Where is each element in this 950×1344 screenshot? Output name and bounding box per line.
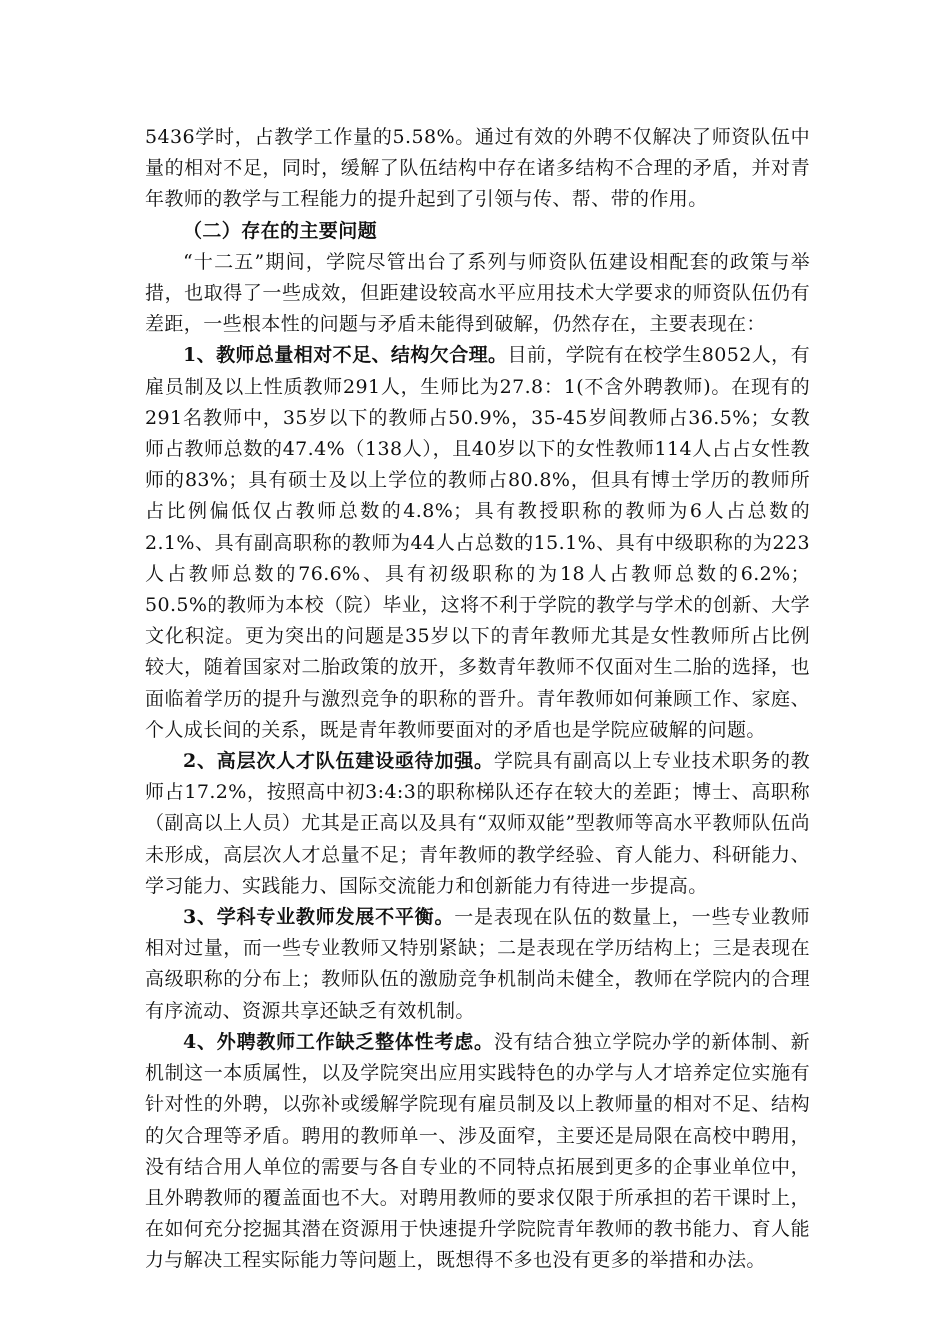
- overview-paragraph: “十二五”期间，学院尽管出台了系列与师资队伍建设相配套的政策与举措，也取得了一些成效，但距建设较高水平应用技术大学要求的师资队伍仍有差距，一些根本性的问题与矛盾未能得到破解，仍然存在，主要表现在：: [145, 250, 810, 336]
- issue-paragraph-2: [145, 746, 810, 902]
- issue-lead-2: 2、高层次人才队伍建设亟待加强。: [183, 750, 494, 773]
- issue-lead-1: 1、教师总量相对不足、结构欠合理。: [183, 344, 508, 367]
- document-page: [145, 122, 810, 1277]
- section-heading: （二）存在的主要问题: [183, 219, 378, 242]
- issue-paragraph-3: [145, 902, 810, 1027]
- issue-body-1: 目前，学院有在校学生8052人，有雇员制及以上性质教师291人，生师比为27.8：1(不含外聘教师)。在现有的291名教师中，35岁以下的教师占50.9%，35-45岁间教师占36.5%；女教师占教师总数的47.4%（138人），且40岁以下的女性教师114人占占女性教师的83%；具有硕士及以上学位的教师占80.8%，但具有博士学历的教师所占比例偏低仅占教师总数的4.8%；具有教授职称的教师为6人占总数的2.1%、具有副高职称的教师为44人占总数的15.1%、具有中级职称的为223人占教师总数的76.6%、具有初级职称的为18人占教师总数的6.2%；50.5%的教师为本校（院）毕业，这将不利于学院的教学与学术的创新、大学文化积淀。更为突出的问题是35岁以下的青年教师尤其是女性教师所占比例较大，随着国家对二胎政策的放开，多数青年教师不仅面对生二胎的选择，也面临着学历的提升与激烈竞争的职称的晋升。青年教师如何兼顾工作、家庭、个人成长间的关系，既是青年教师要面对的矛盾也是学院应破解的问题。: [145, 344, 810, 741]
- issue-lead-4: 4、外聘教师工作缺乏整体性考虑。: [183, 1030, 494, 1053]
- intro-paragraph: 5436学时，占教学工作量的5.58%。通过有效的外聘不仅解决了师资队伍中量的相对不足，同时，缓解了队伍结构中存在诸多结构不合理的矛盾，并对青年教师的教学与工程能力的提升起到了引领与传、帮、带的作用。: [145, 126, 810, 211]
- issue-paragraph-4: [145, 1027, 810, 1277]
- issue-lead-3: 3、学科专业教师发展不平衡。: [183, 906, 455, 929]
- issue-body-4: 没有结合独立学院办学的新体制、新机制这一本质属性，以及学院突出应用实践特色的办学与人才培养定位实施有针对性的外聘，以弥补或缓解学院现有雇员制及以上教师量的相对不足、结构的欠合理等矛盾。聘用的教师单一、涉及面窄，主要还是局限在高校中聘用，没有结合用人单位的需要与各自专业的不同特点拓展到更多的企事业单位中，且外聘教师的覆盖面也不大。对聘用教师的要求仅限于所承担的若干课时上，在如何充分挖掘其潜在资源用于快速提升学院院青年教师的教书能力、育人能力与解决工程实际能力等问题上，既想得不多也没有更多的举措和办法。: [145, 1030, 811, 1272]
- issue-body-3: 一是表现在队伍的数量上，一些专业教师相对过量，而一些专业教师又特别紧缺；二是表现在学历结构上；三是表现在高级职称的分布上；教师队伍的激励竞争机制尚未健全，教师在学院内的合理有序流动、资源共享还缺乏有效机制。: [145, 906, 810, 1022]
- issue-paragraph-1: [145, 340, 810, 746]
- issue-body-2: 学院具有副高以上专业技术职务的教师占17.2%，按照高中初3:4:3的职称梯队还存在较大的差距；博士、高职称（副高以上人员）尤其是正高以及具有“双师双能”型教师等高水平教师队伍尚未形成，高层次人才总量不足；青年教师的教学经验、育人能力、科研能力、学习能力、实践能力、国际交流能力和创新能力有待进一步提高。: [145, 750, 811, 897]
